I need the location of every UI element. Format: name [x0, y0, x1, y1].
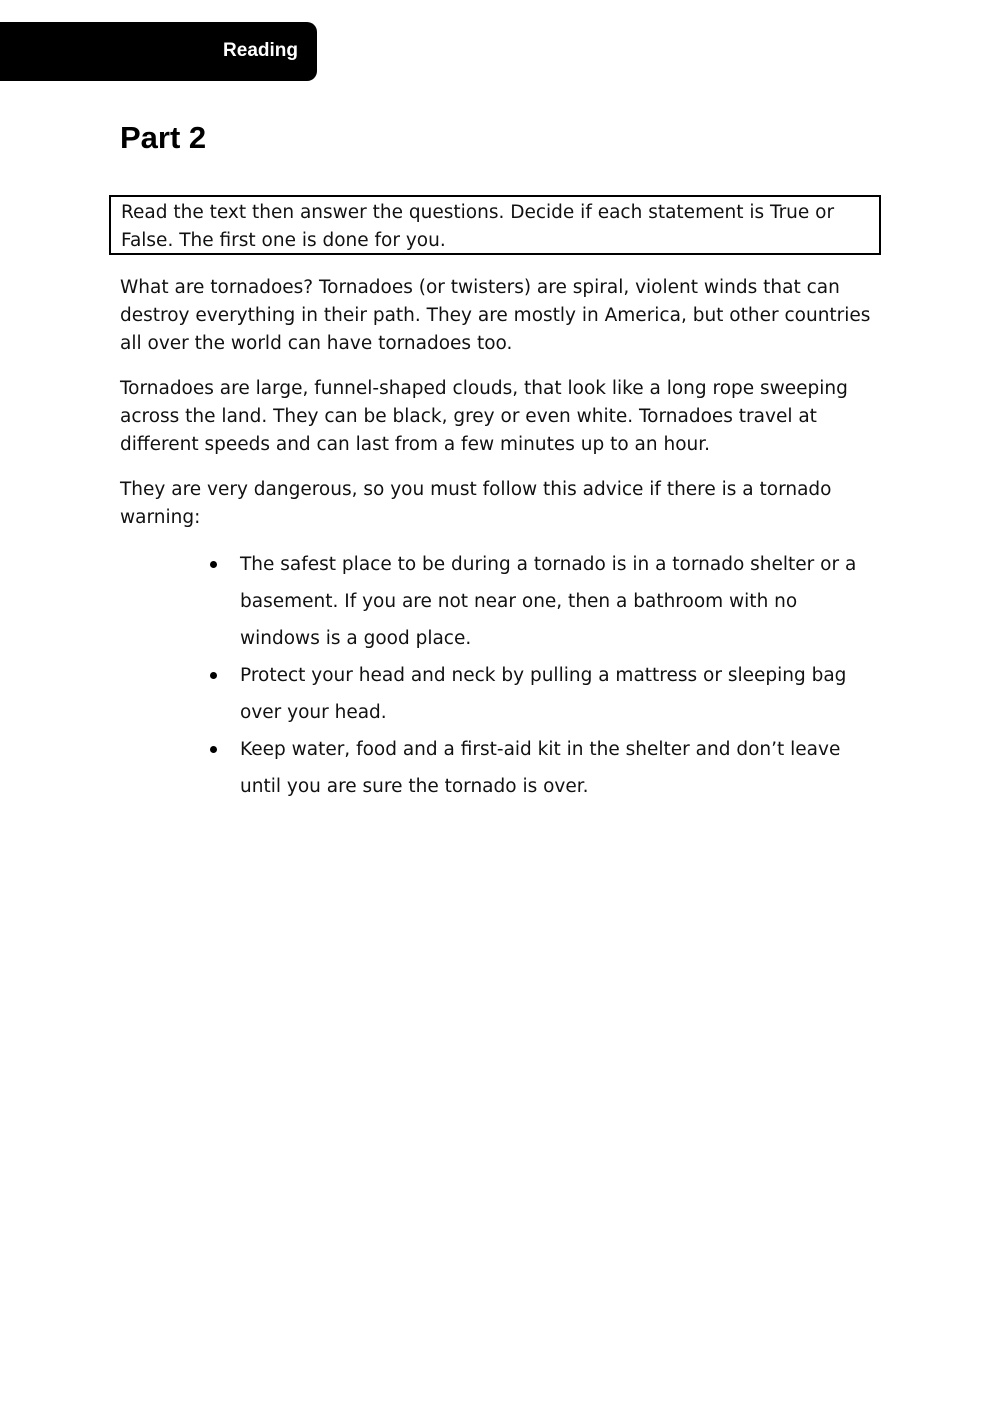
- advice-text: Protect your head and neck by pulling a mattress or sleeping bag over your head.: [240, 665, 847, 723]
- advice-list: [240, 546, 880, 805]
- instructions-box: Read the text then answer the questions. Decide if each statement is True or False. The first one is done for you.: [109, 195, 881, 255]
- part-title: Part 2: [120, 120, 207, 155]
- bullet-icon: [210, 561, 217, 568]
- advice-item: [240, 546, 880, 657]
- advice-item: [240, 731, 880, 805]
- advice-text: The safest place to be during a tornado is in a tornado shelter or a basement. If you are not near one, then a bathroom with no windows is a good place.: [240, 554, 857, 649]
- advice-text: Keep water, food and a first-aid kit in the shelter and don’t leave until you are sure the tornado is over.: [240, 739, 841, 797]
- paragraph-tornado-description: Tornadoes are large, funnel-shaped clouds, that look like a long rope sweeping across the land. They can be black, grey or even white. Tornadoes travel at different speeds and can last from a few minutes up to an hour.: [120, 378, 848, 455]
- paragraph-advice-intro: They are very dangerous, so you must follow this advice if there is a tornado warning:: [120, 479, 832, 528]
- paragraph-what-are-tornadoes: What are tornadoes? Tornadoes (or twisters) are spiral, violent winds that can destroy everything in their path. They are mostly in America, but other countries all over the world can have tornadoes too.: [120, 277, 871, 354]
- bullet-icon: [210, 672, 217, 679]
- advice-item: [240, 657, 880, 731]
- section-tab: [0, 22, 317, 81]
- bullet-icon: [210, 746, 217, 753]
- section-label: Reading: [223, 40, 298, 61]
